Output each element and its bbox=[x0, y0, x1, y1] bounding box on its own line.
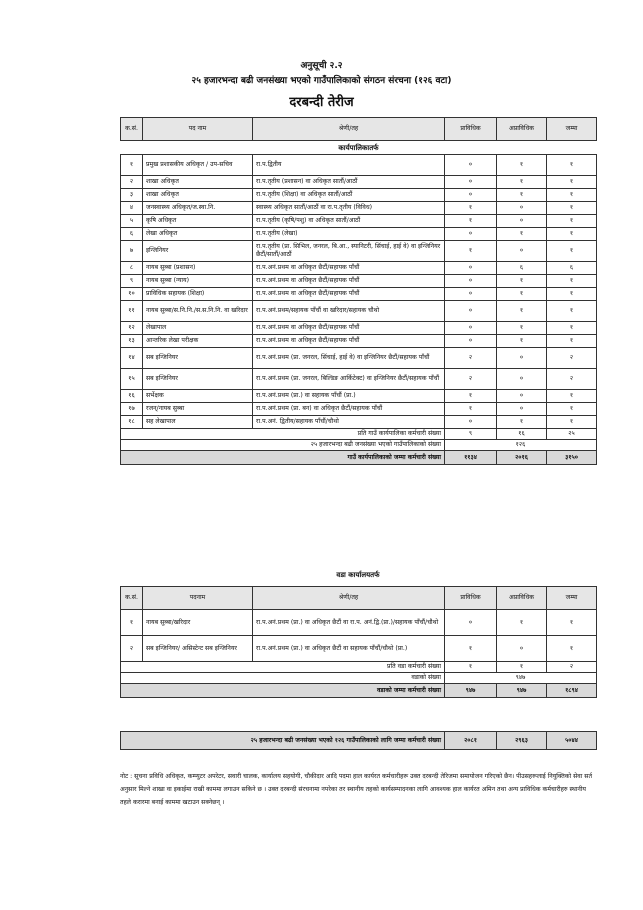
total-count: १ bbox=[547, 301, 597, 322]
col-header: श्रेणी/तह bbox=[253, 587, 445, 610]
row-number: १७ bbox=[121, 403, 143, 416]
total-count: १ bbox=[547, 189, 597, 202]
technical-count: ० bbox=[445, 416, 497, 429]
nontechnical-count: ६ bbox=[497, 262, 547, 275]
technical-count: १ bbox=[445, 390, 497, 403]
grade-level: रा.प.अनं.प्रथम (प्रा.) वा अधिकृत छैटौं वा रा.प. अनं.द्वि.(प्रा.)/सहायक पाँचौं/चौथो bbox=[253, 610, 445, 636]
grade-level: रा.प.तृतीय (कृषि/पशु) वा अधिकृत सातौं/आठौं bbox=[253, 215, 445, 228]
grand-total-sum: ५०४४ bbox=[547, 732, 597, 750]
col-header: प्राविधिक bbox=[445, 118, 497, 141]
row-number: ७ bbox=[121, 241, 143, 262]
post-name: सब इन्जिनियर bbox=[143, 369, 253, 390]
technical-count: १ bbox=[445, 403, 497, 416]
post-name: इन्जिनियर bbox=[143, 241, 253, 262]
table-row bbox=[121, 202, 597, 215]
row-number: ९ bbox=[121, 275, 143, 288]
grade-level: रा.प.अनं.प्रथम वा अधिकृत छैटौं/सहायक पाँचौं bbox=[253, 335, 445, 348]
nontechnical-count: ० bbox=[497, 369, 547, 390]
grade-level: रा.प.अनं.प्रथम (प्रा. बन) वा अधिकृत छैटौं/सहायक पाँचौं bbox=[253, 403, 445, 416]
table-row bbox=[121, 301, 597, 322]
technical-count: ० bbox=[445, 335, 497, 348]
col-header: जम्मा bbox=[547, 118, 597, 141]
grade-level: रा.प.अनं.प्रथम वा अधिकृत छैटौं/सहायक पाँचौं bbox=[253, 262, 445, 275]
total-count: १ bbox=[547, 322, 597, 335]
ward-total-sum: १८९४ bbox=[547, 684, 597, 698]
table-row bbox=[121, 262, 597, 275]
technical-count: ० bbox=[445, 189, 497, 202]
nontechnical-count: १ bbox=[497, 176, 547, 189]
technical-count: २ bbox=[445, 348, 497, 369]
post-name: शाखा अधिकृत bbox=[143, 176, 253, 189]
table-header-row bbox=[121, 118, 597, 141]
ward-count-value: ९४७ bbox=[445, 673, 597, 684]
total-count: १ bbox=[547, 275, 597, 288]
row-number: १८ bbox=[121, 416, 143, 429]
total-count: १ bbox=[547, 610, 597, 636]
technical-count: ० bbox=[445, 262, 497, 275]
nontechnical-count: ० bbox=[497, 215, 547, 228]
per-ward-nontechnical: १ bbox=[497, 662, 547, 673]
grand-total-table bbox=[120, 731, 597, 750]
total-count: १ bbox=[547, 241, 597, 262]
technical-count: १ bbox=[445, 241, 497, 262]
row-number: १५ bbox=[121, 369, 143, 390]
total-count: १ bbox=[547, 403, 597, 416]
col-header: अप्राविधिक bbox=[497, 118, 547, 141]
executive-total-nontechnical: २०१६ bbox=[497, 451, 547, 465]
grade-level: रा.प.तृतीय (शिक्षा) वा अधिकृत सातौं/आठौं bbox=[253, 189, 445, 202]
total-count: १ bbox=[547, 176, 597, 189]
nontechnical-count: १ bbox=[497, 301, 547, 322]
per-ward-technical: १ bbox=[445, 662, 497, 673]
technical-count: ० bbox=[445, 288, 497, 301]
row-number: १३ bbox=[121, 335, 143, 348]
table-header-row bbox=[121, 587, 597, 610]
grand-total-label: २५ हजारभन्दा बढी जनसंख्या भएको १२६ गाउँपालिकाको लागि जम्मा कर्मचारी संख्या bbox=[121, 732, 445, 750]
total-count: २ bbox=[547, 348, 597, 369]
post-name: कृषि अधिकृत bbox=[143, 215, 253, 228]
grade-level: स्वास्थ्य अधिकृत सातौं/आठौं वा रा.प.तृतीय (विविध) bbox=[253, 202, 445, 215]
table-row bbox=[121, 215, 597, 228]
post-name: नायब सुब्बा/खरिदार bbox=[143, 610, 253, 636]
grand-total-nontechnical: २९६३ bbox=[497, 732, 547, 750]
document-title: दरबन्दी तेरीज bbox=[289, 95, 354, 110]
technical-count: ० bbox=[445, 155, 497, 176]
nontechnical-count: १ bbox=[497, 189, 547, 202]
total-count: १ bbox=[547, 155, 597, 176]
nontechnical-count: ० bbox=[497, 202, 547, 215]
technical-count: ० bbox=[445, 610, 497, 636]
per-palika-row bbox=[121, 429, 597, 440]
ward-count-row bbox=[121, 673, 597, 684]
row-number: १४ bbox=[121, 348, 143, 369]
nontechnical-count: १ bbox=[497, 155, 547, 176]
nontechnical-count: १ bbox=[497, 610, 547, 636]
nontechnical-count: ० bbox=[497, 403, 547, 416]
post-name: सब इन्जिनियर bbox=[143, 348, 253, 369]
grade-level: रा.प.अनं.प्रथम वा अधिकृत छैटौं/सहायक पाँचौं bbox=[253, 275, 445, 288]
col-header: क.सं. bbox=[121, 118, 143, 141]
table-row bbox=[121, 390, 597, 403]
executive-total-sum: ३१५० bbox=[547, 451, 597, 465]
per-palika-total: २५ bbox=[547, 429, 597, 440]
palika-count-value: १२६ bbox=[445, 440, 597, 451]
grand-total-technical: २०८१ bbox=[445, 732, 497, 750]
row-number: १२ bbox=[121, 322, 143, 335]
palika-count-row bbox=[121, 440, 597, 451]
table-row bbox=[121, 610, 597, 636]
row-number: ३ bbox=[121, 189, 143, 202]
col-header: अप्राविधिक bbox=[497, 587, 547, 610]
post-name: नायब सुब्बा/स.नि.नि./स.स.नि.नि. वा खरिदार bbox=[143, 301, 253, 322]
ward-total-row bbox=[121, 684, 597, 698]
post-name: नायब सुब्बा (प्रशासन) bbox=[143, 262, 253, 275]
table-row bbox=[121, 155, 597, 176]
per-ward-row bbox=[121, 662, 597, 673]
table-row bbox=[121, 369, 597, 390]
grand-total-row bbox=[121, 732, 597, 750]
row-number: १ bbox=[121, 610, 143, 636]
per-palika-label: प्रति गाउँ कार्यपालिका कर्मचारी संख्या bbox=[121, 429, 445, 440]
nontechnical-count: १ bbox=[497, 335, 547, 348]
row-number: १ bbox=[121, 155, 143, 176]
post-name: नायब सुब्बा (न्याय) bbox=[143, 275, 253, 288]
table-row bbox=[121, 275, 597, 288]
technical-count: ० bbox=[445, 322, 497, 335]
technical-count: १ bbox=[445, 636, 497, 662]
ward-total-technical: ९४७ bbox=[445, 684, 497, 698]
ward-total-label: वडाको जम्मा कर्मचारी संख्या bbox=[121, 684, 445, 698]
table-row bbox=[121, 636, 597, 662]
col-header: पद नाम bbox=[143, 118, 253, 141]
technical-count: २ bbox=[445, 369, 497, 390]
technical-count: ० bbox=[445, 275, 497, 288]
post-name: रजन्/नायब सुब्बा bbox=[143, 403, 253, 416]
executive-staff-table bbox=[120, 117, 597, 465]
grade-level: रा.प.अनं.प्रथम (प्रा.) वा अधिकृत छैटौं वा सहायक पाँचौं/चौथो (प्रा.) bbox=[253, 636, 445, 662]
section-title: कार्यपालिकातर्फ bbox=[121, 141, 597, 155]
per-ward-label: प्रति वडा कर्मचारी संख्या bbox=[121, 662, 445, 673]
table-row bbox=[121, 403, 597, 416]
per-ward-total: २ bbox=[547, 662, 597, 673]
palika-count-label: २५ हजारभन्दा बढी जनसंख्या भएको गाउँपालिकाको संख्या bbox=[121, 440, 445, 451]
grade-level: रा.प.अनं.प्रथम वा अधिकृत छैटौं/सहायक पाँचौं bbox=[253, 322, 445, 335]
nontechnical-count: ० bbox=[497, 348, 547, 369]
total-count: १ bbox=[547, 228, 597, 241]
ward-count-label: वडाको संख्या bbox=[121, 673, 445, 684]
col-header: प्राविधिक bbox=[445, 587, 497, 610]
table-row bbox=[121, 348, 597, 369]
executive-total-label: गाउँ कार्यपालिकाको जम्मा कर्मचारी संख्या bbox=[121, 451, 445, 465]
post-name: जनस्वास्थ्य अधिकृत/ज.स्वा.नि. bbox=[143, 202, 253, 215]
technical-count: ० bbox=[445, 176, 497, 189]
technical-count: ० bbox=[445, 228, 497, 241]
executive-total-technical: ११३४ bbox=[445, 451, 497, 465]
row-number: ६ bbox=[121, 228, 143, 241]
table-row bbox=[121, 176, 597, 189]
row-number: २ bbox=[121, 636, 143, 662]
post-name: शाखा अधिकृत bbox=[143, 189, 253, 202]
col-header: जम्मा bbox=[547, 587, 597, 610]
post-name: आन्तरिक लेखा परीक्षक bbox=[143, 335, 253, 348]
section-heading-row bbox=[121, 141, 597, 155]
total-count: १ bbox=[547, 416, 597, 429]
total-count: १ bbox=[547, 215, 597, 228]
grade-level: रा.प.द्वितीय bbox=[253, 155, 445, 176]
total-count: १ bbox=[547, 202, 597, 215]
table-row bbox=[121, 228, 597, 241]
nontechnical-count: १ bbox=[497, 275, 547, 288]
executive-total-row bbox=[121, 451, 597, 465]
total-count: १ bbox=[547, 335, 597, 348]
post-name: सर्भेक्षक bbox=[143, 390, 253, 403]
technical-count: १ bbox=[445, 202, 497, 215]
nontechnical-count: १ bbox=[497, 322, 547, 335]
grade-level: रा.प.तृतीय (लेखा) bbox=[253, 228, 445, 241]
grade-level: रा.प.अनं. द्वितीय/सहायक पाँचौं/चौथो bbox=[253, 416, 445, 429]
total-count: १ bbox=[547, 390, 597, 403]
nontechnical-count: १ bbox=[497, 228, 547, 241]
table-row bbox=[121, 288, 597, 301]
ward-total-nontechnical: ९४७ bbox=[497, 684, 547, 698]
per-palika-technical: ९ bbox=[445, 429, 497, 440]
post-name: लेखा अधिकृत bbox=[143, 228, 253, 241]
grade-level: रा.प.अनं.प्रथम वा अधिकृत छैटौं/सहायक पाँचौं bbox=[253, 288, 445, 301]
total-count: १ bbox=[547, 288, 597, 301]
row-number: ११ bbox=[121, 301, 143, 322]
table-row bbox=[121, 322, 597, 335]
table-row bbox=[121, 335, 597, 348]
grade-level: रा.प.अनं.प्रथम (प्रा.) वा सहायक पाँचौं (प्रा.) bbox=[253, 390, 445, 403]
document-subtitle: २५ हजारभन्दा बढी जनसंख्या भएको गाउँपालिकाको संगठन संरचना (१२६ वटा) bbox=[191, 76, 452, 86]
col-header: पदनाम bbox=[143, 587, 253, 610]
grade-level: रा.प.अनं.प्रथम (प्रा. जनरल, सिंचाई, हाई वे) वा इन्जिनियर छैटौं/सहायक पाँचौं bbox=[253, 348, 445, 369]
post-name: प्राविधिक सहायक (शिक्षा) bbox=[143, 288, 253, 301]
nontechnical-count: १ bbox=[497, 288, 547, 301]
grade-level: रा.प.अनं.प्रथम (प्रा. जनरल, बिल्डिङ आर्किटेक्ट) वा इन्जिनियर छैटौं/सहायक पाँचौं bbox=[253, 369, 445, 390]
table-row bbox=[121, 241, 597, 262]
grade-level: रा.प.तृतीय (प्रशासन) वा अधिकृत सातौं/आठौं bbox=[253, 176, 445, 189]
grade-level: रा.प.तृतीय (प्रा. सिभिल, जनरल, बि.आ., स्यानिटरी, सिंचाई, हाई वे) वा इन्जिनियर छैटौं/सातौं/आठौं bbox=[253, 241, 445, 262]
row-number: २ bbox=[121, 176, 143, 189]
ward-staff-table bbox=[120, 586, 597, 698]
table-row bbox=[121, 189, 597, 202]
annex-number: अनुसूची २.२ bbox=[300, 61, 343, 71]
post-name: प्रमुख प्रशासकीय अधिकृत / उप-सचिव bbox=[143, 155, 253, 176]
row-number: ८ bbox=[121, 262, 143, 275]
nontechnical-count: ० bbox=[497, 390, 547, 403]
ward-section-title: वडा कार्यालयतर्फ bbox=[336, 571, 380, 579]
row-number: ५ bbox=[121, 215, 143, 228]
nontechnical-count: ० bbox=[497, 636, 547, 662]
nontechnical-count: १ bbox=[497, 416, 547, 429]
row-number: १० bbox=[121, 288, 143, 301]
col-header: श्रेणी/तह bbox=[253, 118, 445, 141]
row-number: १६ bbox=[121, 390, 143, 403]
nontechnical-count: ० bbox=[497, 241, 547, 262]
table-row bbox=[121, 416, 597, 429]
col-header: क.सं. bbox=[121, 587, 143, 610]
post-name: सह लेखापाल bbox=[143, 416, 253, 429]
total-count: १ bbox=[547, 636, 597, 662]
technical-count: १ bbox=[445, 215, 497, 228]
per-palika-nontechnical: १६ bbox=[497, 429, 547, 440]
post-name: लेखापाल bbox=[143, 322, 253, 335]
post-name: सब इन्जिनियर/ असिस्टेन्ट सब इन्जिनियर bbox=[143, 636, 253, 662]
total-count: २ bbox=[547, 369, 597, 390]
row-number: ४ bbox=[121, 202, 143, 215]
technical-count: ० bbox=[445, 301, 497, 322]
grade-level: रा.प.अनं.प्रथम/सहायक पाँचौं वा खरिदार/सहायक चौथो bbox=[253, 301, 445, 322]
footnote: नोट : सूचना प्रविधि अधिकृत, कम्प्युटर अपरेटर, सवारी चालक, कार्यालय सहयोगी, चौकीदार आदि पदमा हाल कार्यरत कर्मचारीहरू उक्त दरबन्दी तेरिजमा समायोजन गरिएको छैन। पीउसहरूलाई नियुक्तिको सेवा सर्त अनुसार मिल्ने शाखा वा इकाईमा राखी काममा लगाउन सकिने छ । उक्त दरबन्दी संरचनामा नपरेका तर स्थानीय तहको कार्यसम्पादनका लागि आवश्यक हाल कार्यरत अमिन तथा अन्य प्राविधिक कर्मचारीहरु स्थानीय तहले करारमा बनाई काममा खटाउन सक्नेछन् । bbox=[120, 773, 592, 806]
total-count: ६ bbox=[547, 262, 597, 275]
